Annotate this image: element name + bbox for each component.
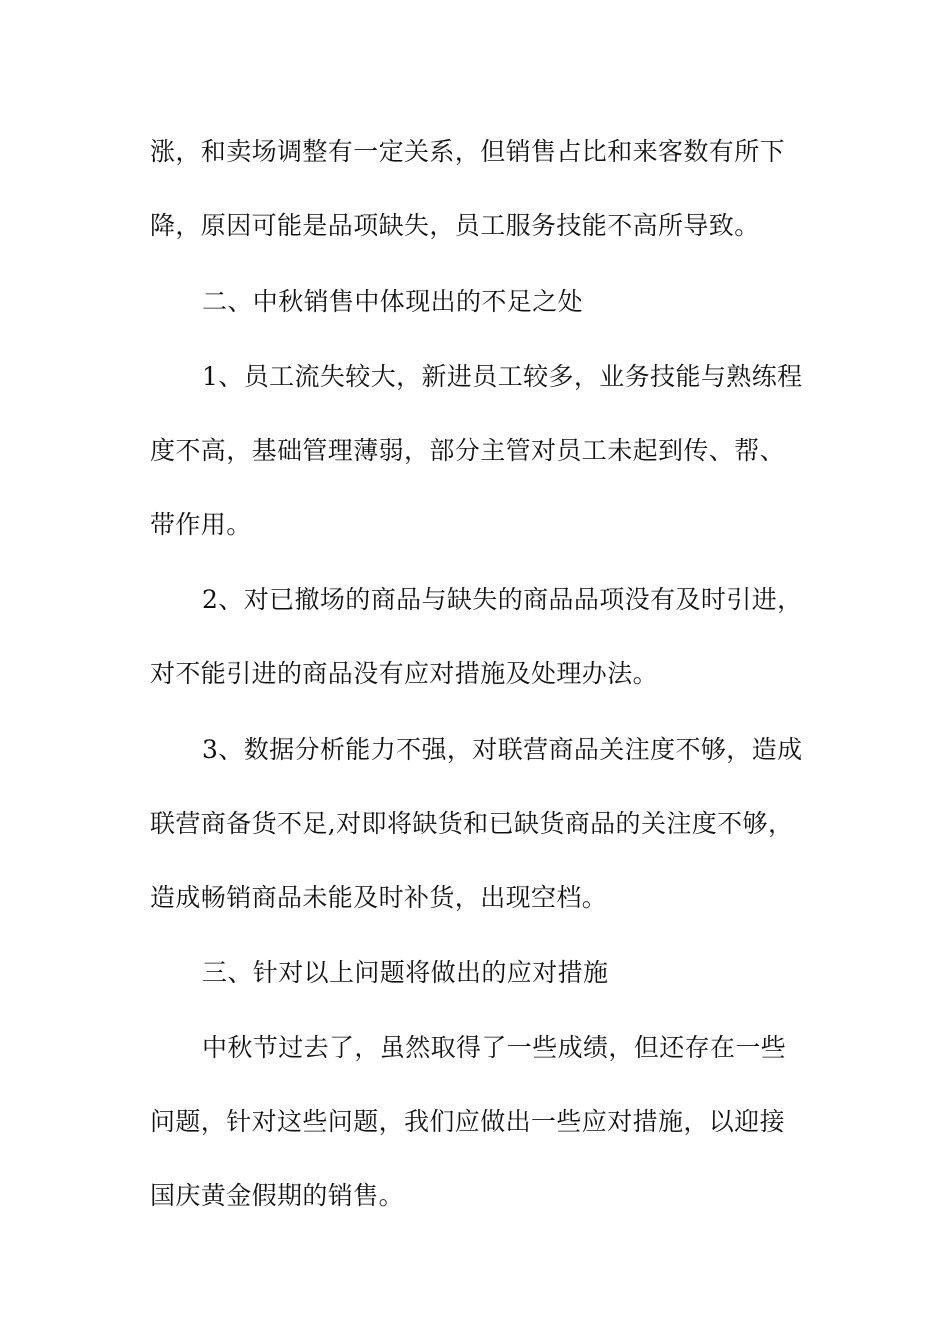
text-line-5: 度不高，基础管理薄弱，部分主管对员工未起到传、帮、: [150, 436, 786, 465]
text-line-15: 国庆黄金假期的销售。: [150, 1181, 405, 1210]
section-heading-2: 二、中秋销售中体现出的不足之处: [202, 287, 584, 316]
text-line-13: 中秋节过去了，虽然取得了一些成绩，但还存在一些: [202, 1033, 787, 1062]
text-line-6: 带作用。: [150, 510, 252, 539]
text-line-4: 1、员工流失较大，新进员工较多，业务技能与熟练程: [202, 362, 803, 391]
text-line-10: 联营商备货不足,对即将缺货和已缺货商品的关注度不够，: [150, 809, 794, 838]
text-line-7: 2、对已撤场的商品与缺失的商品品项没有及时引进，: [202, 585, 803, 614]
text-line-11: 造成畅销商品未能及时补货，出现空档。: [150, 883, 608, 912]
text-line-14: 问题，针对这些问题，我们应做出一些应对措施，以迎接: [150, 1107, 786, 1136]
text-line-9: 3、数据分析能力不强，对联营商品关注度不够，造成: [202, 735, 803, 764]
text-line-8: 对不能引进的商品没有应对措施及处理办法。: [150, 659, 659, 688]
text-line-2: 降，原因可能是品项缺失，员工服务技能不高所导致。: [150, 211, 760, 240]
text-line-1: 涨，和卖场调整有一定关系，但销售占比和来客数有所下: [150, 137, 786, 166]
section-heading-3: 三、针对以上问题将做出的应对措施: [202, 958, 609, 987]
